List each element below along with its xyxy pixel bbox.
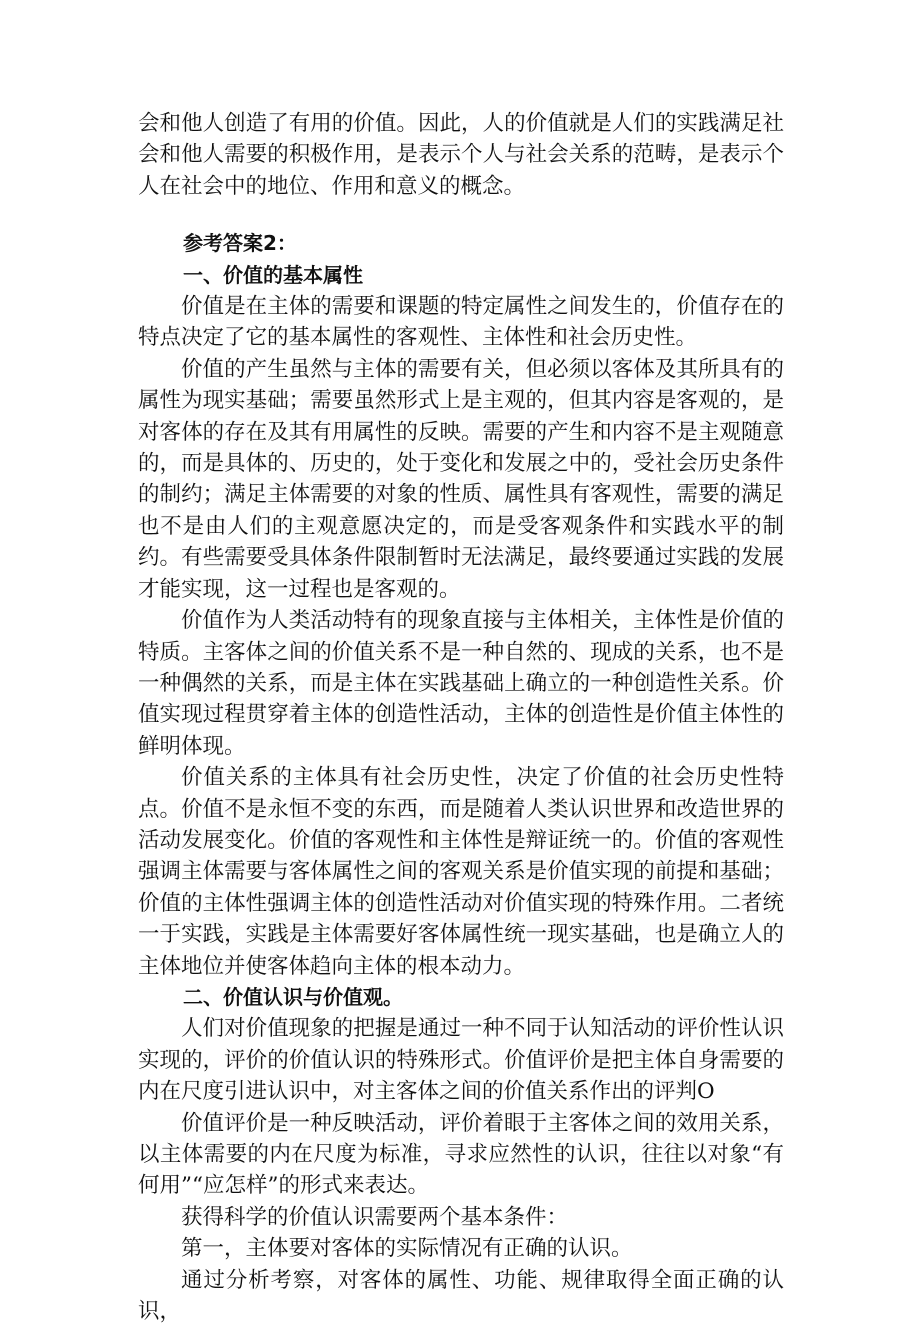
section1-paragraph-3: 价值作为人类活动特有的现象直接与主体相关，主体性是价值的特质。主客体之间的价值关系不是一种自然的、现成的关系，也不是一种偶然的关系，而是主体在实践基础上确立的一种创造性关系。价值实现过程贯穿着主体的创造性活动，主体的创造性是价值主体性的鲜明体现。 xyxy=(138,608,784,759)
document-page xyxy=(138,108,784,1327)
section1-heading: 一、价值的基本属性 xyxy=(183,262,363,287)
section2-paragraph-4: 第一，主体要对客体的实际情况有正确的认识。 xyxy=(181,1236,633,1262)
section2-heading: 二、价值认识与价值观。 xyxy=(183,984,403,1009)
intro-paragraph: 会和他人创造了有用的价值。因此，人的价值就是人们的实践满足社会和他人需要的积极作用，是表示个人与社会关系的范畴，是表示个人在社会中的地位、作用和意义的概念。 xyxy=(138,111,784,199)
spacer xyxy=(138,202,784,228)
section1-paragraph-4: 价值关系的主体具有社会历史性，决定了价值的社会历史性特点。价值不是永恒不变的东西，而是随着人类认识世界和改造世界的活动发展变化。价值的客观性和主体性是辩证统一的。价值的客观性强调主体需要与客体属性之间的客观关系是价值实现的前提和基础；价值的主体性强调主体的创造性活动对价值实现的特殊作用。二者统一于实践，实践是主体需要好客体属性统一现实基础，也是确立人的主体地位并使客体趋向主体的根本动力。 xyxy=(138,765,784,979)
section2-paragraph-5: 通过分析考察，对客体的属性、功能、规律取得全面正确的认识， xyxy=(138,1267,784,1325)
section2-paragraph-3: 获得科学的价值认识需要两个基本条件： xyxy=(181,1204,569,1230)
section1-paragraph-2: 价值的产生虽然与主体的需要有关，但必须以客体及其所具有的属性为现实基础；需要虽然形式上是主观的，但其内容是客观的，是对客体的存在及其有用属性的反映。需要的产生和内容不是主观随意的，而是具体的、历史的，处于变化和发展之中的，受社会历史条件的制约；满足主体需要的对象的性质、属性具有客观性，需要的满足也不是由人们的主观意愿决定的，而是受客观条件和实践水平的制约。有些需要受具体条件限制暂时无法满足，最终要通过实践的发展才能实现，这一过程也是客观的。 xyxy=(138,356,784,602)
section2-paragraph-2: 价值评价是一种反映活动，评价着眼于主客体之间的效用关系，以主体需要的内在尺度为标准，寻求应然性的认识，往往以对象“有何用”“应怎样”的形式来表达。 xyxy=(138,1110,784,1199)
section2-paragraph-1: 人们对价值现象的把握是通过一种不同于认知活动的评价性认识实现的，评价的价值认识的特殊形式。价值评价是把主体自身需要的内在尺度引进认识中，对主客体之间的价值关系作出的评判O xyxy=(138,1016,784,1105)
section1-paragraph-1: 价值是在主体的需要和课题的特定属性之间发生的，价值存在的特点决定了它的基本属性的客观性、主体性和社会历史性。 xyxy=(138,294,784,351)
answer-label: 参考答案2： xyxy=(183,231,297,256)
